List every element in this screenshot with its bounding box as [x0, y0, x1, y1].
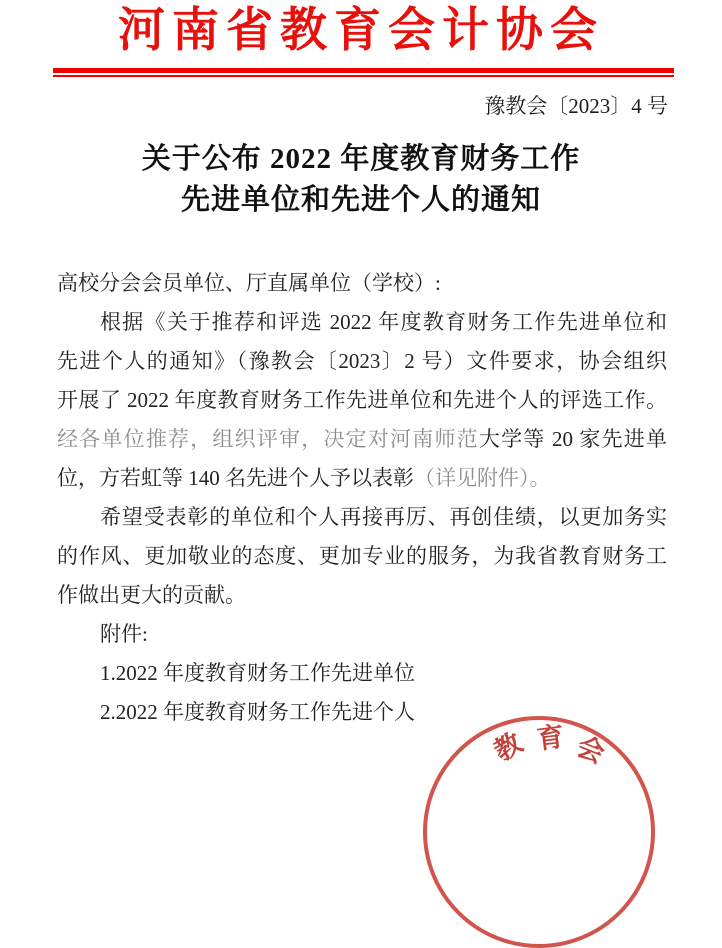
document-title [0, 139, 722, 221]
body-text-segment: 附件: [100, 622, 148, 646]
body-text-segment: 经各单位推荐，组织评审，决定对河南师范 [57, 427, 479, 451]
body-text-segment: 的作风、更加敬业的态度、更加专业的服务，为我省教育财务工 [57, 544, 667, 568]
body-text-segment: 开展了 2022 年度教育财务工作先进单位和先进个人的评选工作。 [57, 388, 667, 412]
body-line-6 [57, 459, 667, 498]
body-line-9 [57, 576, 667, 615]
body-text-segment: 1.2022 年度教育财务工作先进单位 [100, 661, 415, 685]
body-line-3 [57, 342, 667, 381]
seal-character: 育 [535, 721, 566, 755]
body-text-segment: 大学等 20 家先进单 [478, 427, 668, 451]
body-text-segment: 2.2022 年度教育财务工作先进个人 [100, 700, 415, 724]
body-line-2 [57, 303, 667, 342]
body-text-segment: （详见附件）。 [414, 466, 551, 490]
letterhead-divider-rule [53, 68, 674, 77]
body-line-8 [57, 537, 667, 576]
body-line-11 [57, 654, 667, 693]
body-line-7 [57, 498, 667, 537]
body-text-segment: 希望受表彰的单位和个人再接再厉、再创佳绩，以更加务实 [100, 505, 667, 529]
seal-character: 教 [489, 727, 528, 767]
seal-character: 会 [572, 731, 609, 770]
body-line-10 [57, 615, 667, 654]
body-line-1 [57, 264, 667, 303]
body-text-segment: 高校分会会员单位、厅直属单位（学校）: [57, 271, 441, 295]
body-text-segment: 位，方若虹等 140 名先进个人予以表彰 [57, 466, 414, 490]
body-text-segment: 作做出更大的贡献。 [57, 583, 246, 607]
document-title-line-2: 先进单位和先进个人的通知 [180, 184, 541, 216]
document-reference-number: 豫教会〔2023〕4 号 [484, 94, 668, 118]
body-line-4 [57, 381, 667, 420]
official-seal [423, 716, 655, 948]
body-text-segment: 先进个人的通知》（豫教会〔2023〕2 号）文件要求，协会组织 [57, 349, 667, 373]
body-text-segment: 根据《关于推荐和评选 2022 年度教育财务工作先进单位和 [100, 310, 667, 334]
document-title-line-1: 关于公布 2022 年度教育财务工作 [141, 143, 581, 175]
document-body [57, 264, 667, 732]
letterhead-org-title: 河南省教育会计协会 [118, 5, 604, 57]
body-line-5 [57, 420, 667, 459]
